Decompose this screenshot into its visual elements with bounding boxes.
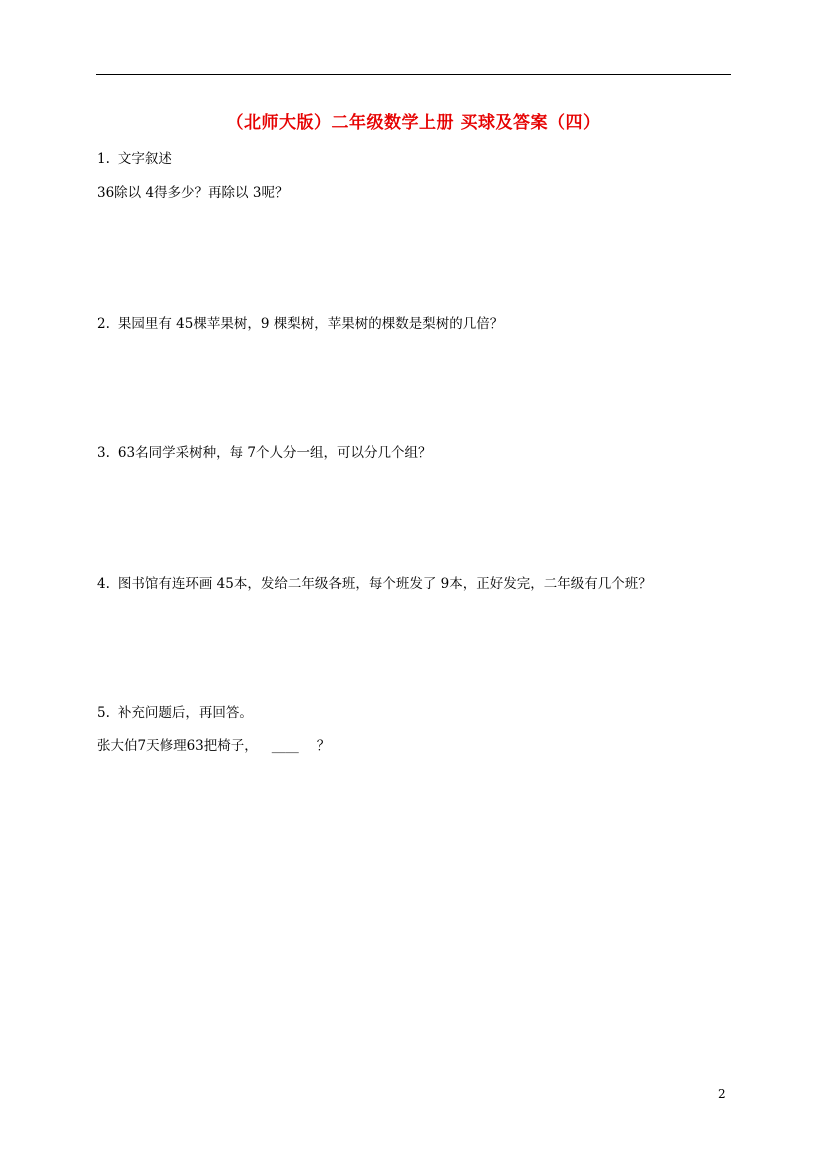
question-3-text: 63名同学采树种，每 7个人分一组，可以分几个组？ — [117, 445, 432, 461]
answer-blank[interactable]: ____ — [271, 738, 299, 754]
question-1 — [97, 150, 172, 168]
question-1-text: 文字叙述 — [117, 151, 172, 167]
header-rule — [96, 74, 731, 75]
question-1-detail: 36除以 4得多少？再除以 3呢？ — [97, 185, 289, 201]
question-5-detail-prefix: 张大伯7天修理63把椅子， — [97, 738, 258, 754]
question-5-number: 5. — [97, 705, 110, 721]
page-number: 2 — [718, 1087, 726, 1101]
question-1-number: 1. — [97, 151, 110, 167]
question-4-number: 4. — [97, 576, 110, 592]
question-2 — [97, 315, 503, 333]
question-3-number: 3. — [97, 445, 110, 461]
question-3 — [97, 444, 431, 462]
question-5-detail-suffix: ？ — [316, 738, 331, 754]
question-2-number: 2. — [97, 316, 110, 332]
question-4-text: 图书馆有连环画 45本，发给二年级各班，每个班发了 9本，正好发完，二年级有几个班？ — [117, 576, 652, 592]
question-5-text: 补充问题后，再回答。 — [117, 705, 253, 721]
question-5-detail — [97, 737, 330, 755]
question-4 — [97, 575, 652, 593]
question-2-text: 果园里有 45棵苹果树，9 棵梨树，苹果树的棵数是梨树的几倍？ — [117, 316, 504, 332]
page-title: （北师大版）二年级数学上册 买球及答案（四） — [226, 113, 601, 133]
question-5 — [97, 704, 253, 722]
